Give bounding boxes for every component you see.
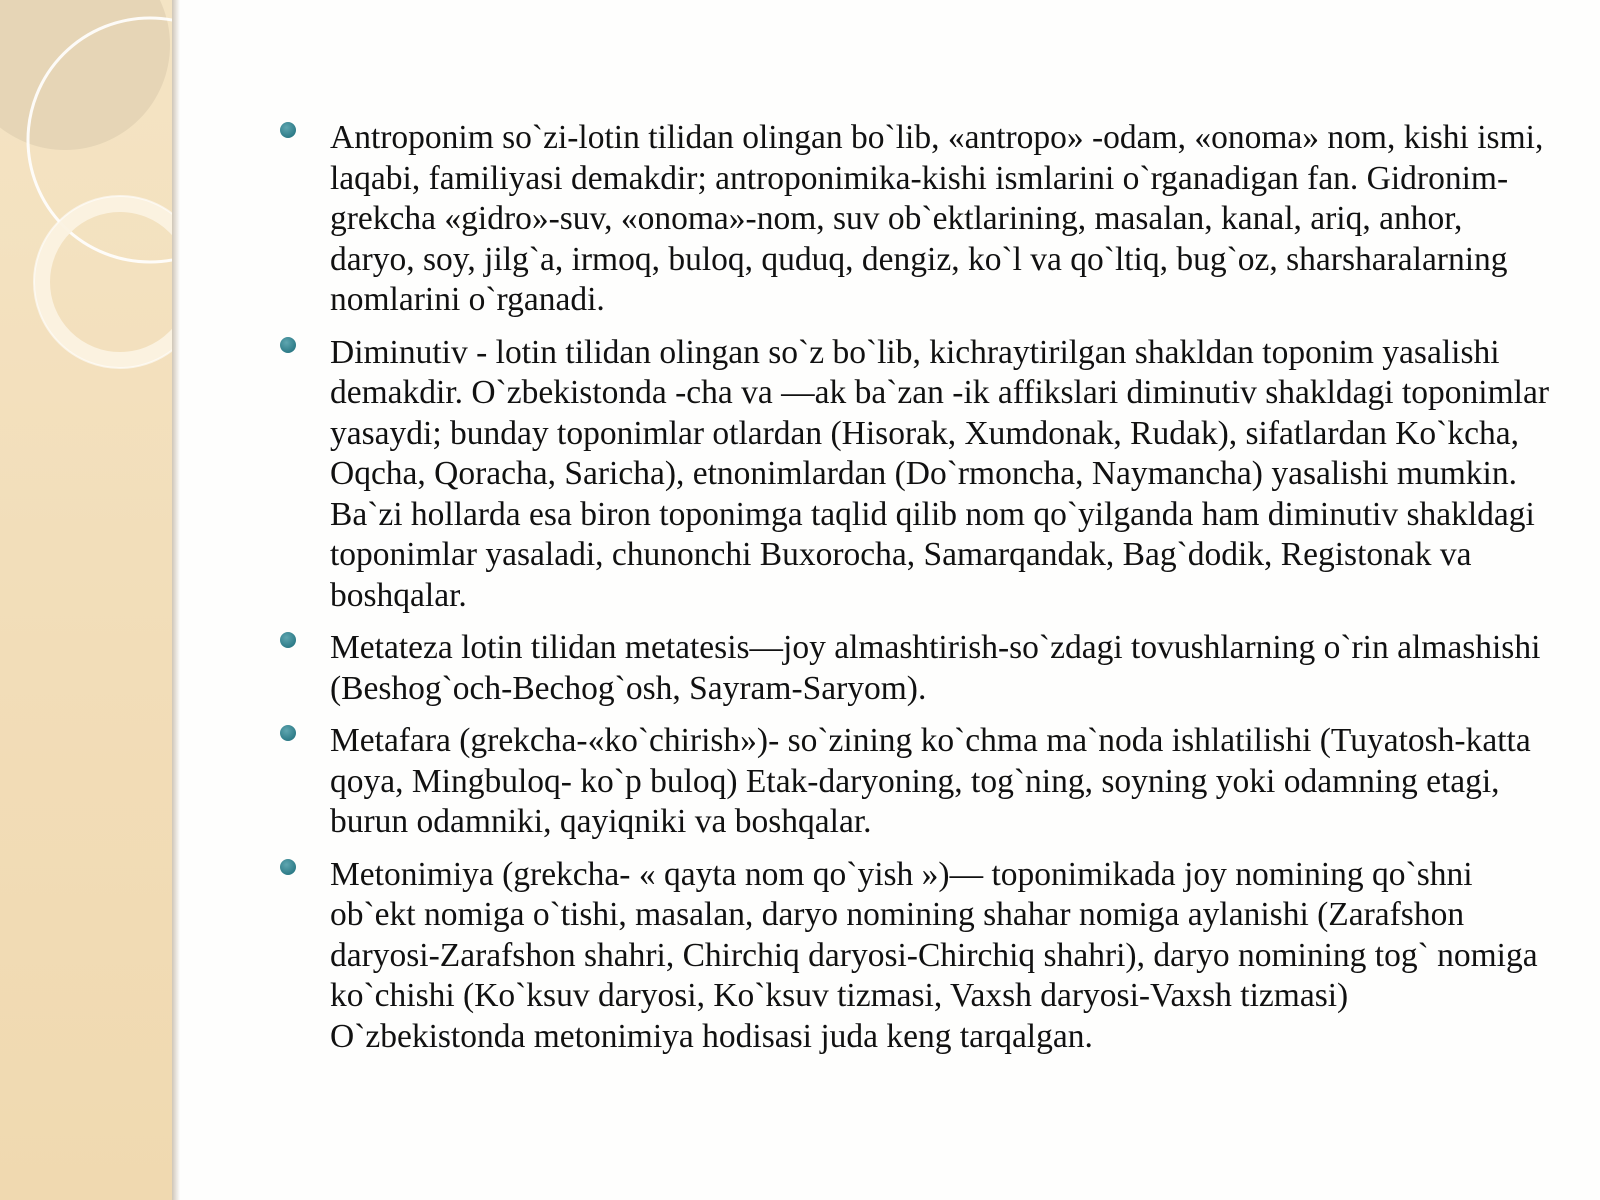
bullet-item-diminutiv — [280, 333, 1550, 617]
bullet-text: Antroponim so`zi-lotin tilidan olingan bo`lib, «antropo» -odam, «onoma» nom, kishi ismi, laqabi, familiyasi demakdir; antroponimika-kishi ismlarini o`rganadigan fan. Gidronim-grekcha «gidro»-suv, «onoma»-nom, suv ob`ektlarining, masalan, kanal, ariq, anhor, daryo, soy, jilg`a, irmoq, buloq, quduq, dengiz, ko`l va qo`ltiq, bug`oz, sharsharalarning nomlarini o`rganadi. — [330, 119, 1544, 318]
bullet-dot-icon — [280, 122, 296, 138]
bullet-text: Metonimiya (grekcha- « qayta nom qo`yish »)— toponimikada joy nomining qo`shni ob`ekt nomiga o`tishi, masalan, daryo nomining shahar nomiga aylanishi (Zarafshon daryosi-Zarafshon shahri, Chirchiq daryosi-Chirchiq shahri), daryo nomining tog` nomiga ko`chishi (Ko`ksuv daryosi, Ko`ksuv tizmasi, Vaxsh daryosi-Vaxsh tizmasi) O`zbekistonda metonimiya hodisasi juda keng tarqalgan. — [330, 855, 1538, 1055]
bullet-text: Metateza lotin tilidan metatesis—joy almashtirish-so`zdagi tovushlarning o`rin almashishi (Beshog`och-Bechog`osh, Sayram-Saryom). — [330, 629, 1541, 707]
bullet-dot-icon — [280, 859, 296, 875]
bullet-dot-icon — [280, 337, 296, 353]
decorative-side-panel — [0, 0, 172, 1200]
bullet-list — [280, 118, 1550, 1069]
bullet-dot-icon — [280, 632, 296, 648]
bullet-text: Metafara (grekcha-«ko`chirish»)- so`zining ko`chma ma`noda ishlatilishi (Tuyatosh-katta qoya, Mingbuloq- ko`p buloq) Etak-daryoning, tog`ning, soyning yoki odamning etagi, burun odamniki, qayiqniki va boshqalar. — [330, 722, 1531, 840]
bullet-dot-icon — [280, 725, 296, 741]
decorative-circles-icon — [0, 0, 172, 420]
bullet-item-metonimiya — [280, 855, 1550, 1058]
side-panel-shadow — [172, 0, 180, 1200]
bullet-item-antroponim — [280, 118, 1550, 321]
bullet-item-metateza — [280, 628, 1550, 709]
bullet-item-metafara — [280, 721, 1550, 843]
bullet-text: Diminutiv - lotin tilidan olingan so`z bo`lib, kichraytirilgan shakldan toponim yasalishi demakdir. O`zbekistonda -cha va —ak ba`zan -ik affikslari diminutiv shakldagi toponimlar yasaydi; bunday toponimlar otlardan (Hisorak, Xumdonak, Rudak), sifatlardan Ko`kcha, Oqcha, Qoracha, Saricha), etnonimlardan (Do`rmoncha, Naymancha) yasalishi mumkin. Ba`zi hollarda esa biron toponimga taqlid qilib nom qo`yilganda ham diminutiv shakldagi toponimlar yasaladi, chunonchi Buxorocha, Samarqandak, Bag`dodik, Registonak va boshqalar. — [330, 333, 1549, 614]
